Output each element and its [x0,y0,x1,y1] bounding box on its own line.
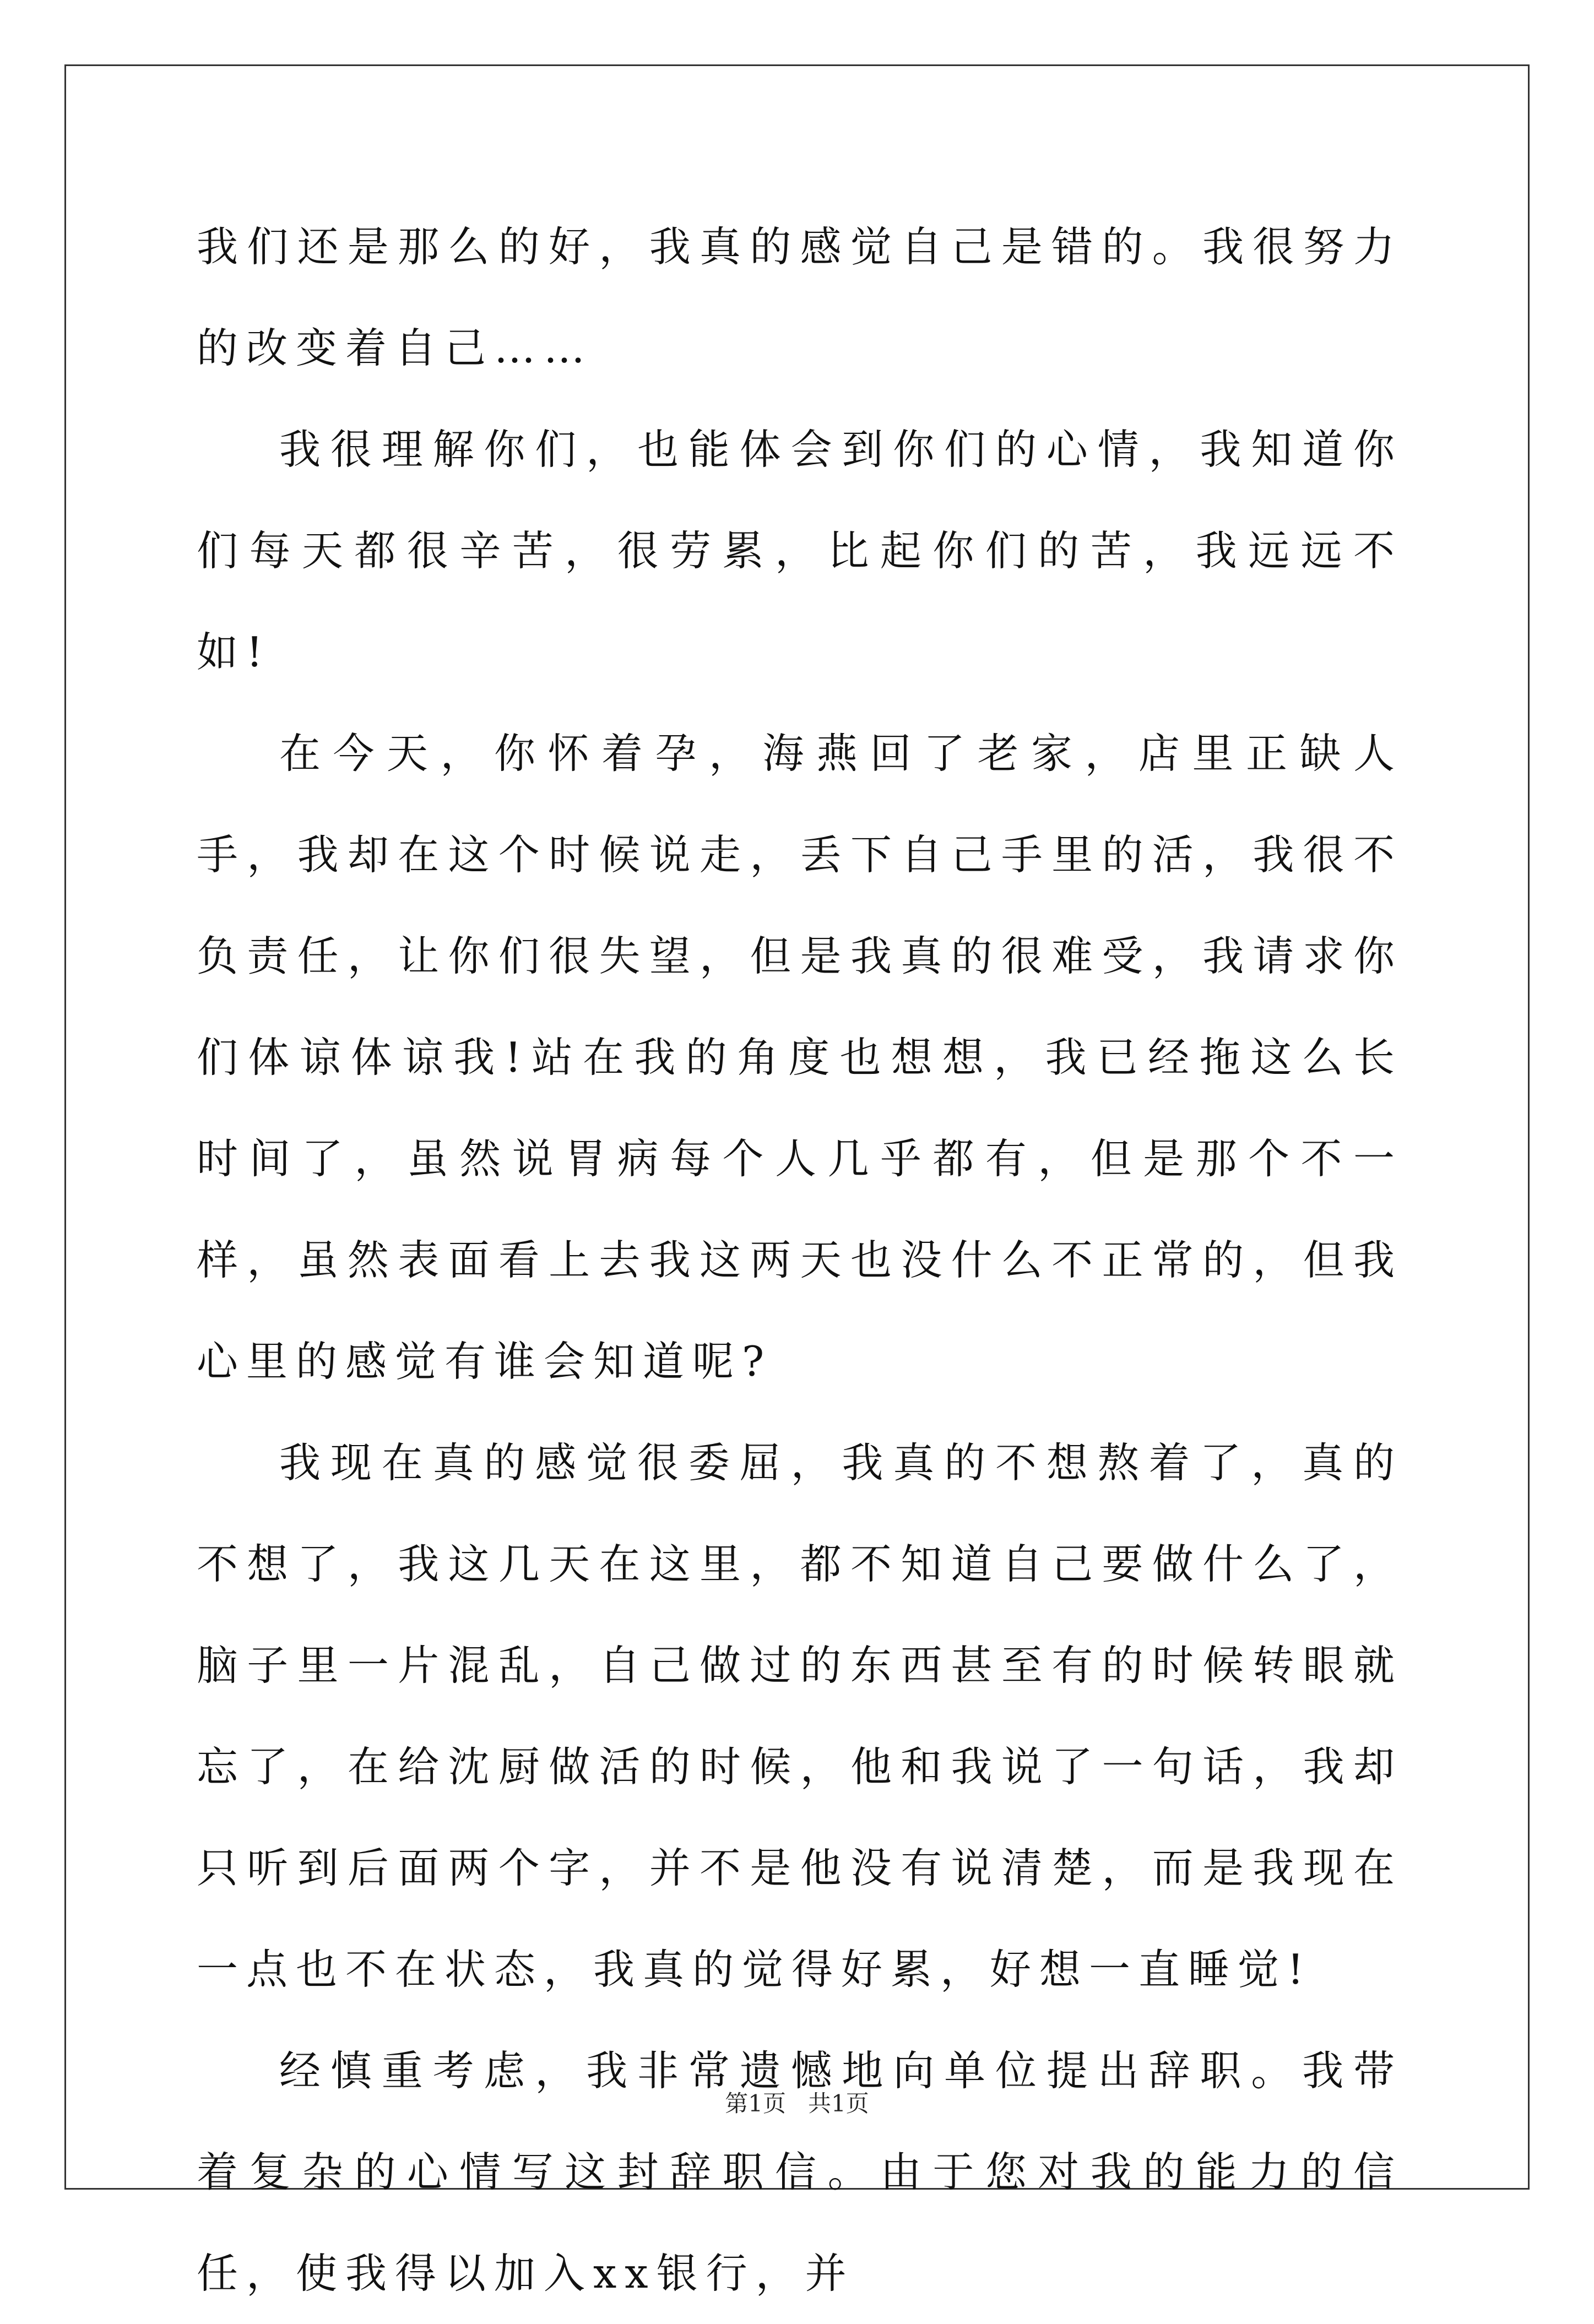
paragraph-3: 在今天，你怀着孕，海燕回了老家，店里正缺人手，我却在这个时候说走，丢下自己手里的活，我很不负责任，让你们很失望，但是我真的很难受，我请求你们体谅体谅我!站在我的角度也想想，我已经拖这么长时间了，虽然说胃病每个人几乎都有，但是那个不一样，虽然表面看上去我这两天也没什么不正常的，但我心里的感觉有谁会知道呢? [197,729,1403,1386]
paragraph-1: 我们还是那么的好，我真的感觉自己是错的。我很努力的改变着自己…… [197,222,1403,372]
page-number-footer: 第1页 共1页 [725,2090,869,2117]
document-body [197,196,1403,2324]
paragraph-4: 我现在真的感觉很委屈，我真的不想熬着了，真的不想了，我这几天在这里，都不知道自己要做什么了，脑子里一片混乱，自己做过的东西甚至有的时候转眼就忘了，在给沈厨做活的时候，他和我说了一句话，我却只听到后面两个字，并不是他没有说清楚，而是我现在一点也不在状态，我真的觉得好累，好想一直睡觉! [197,1438,1403,1994]
paragraph-5: 经慎重考虑，我非常遗憾地向单位提出辞职。我带着复杂的心情写这封辞职信。由于您对我的能力的信任，使我得以加入xx银行，并 [197,2046,1403,2298]
paragraph-2: 我很理解你们，也能体会到你们的心情，我知道你们每天都很辛苦，很劳累，比起你们的苦，我远远不如! [197,425,1403,676]
